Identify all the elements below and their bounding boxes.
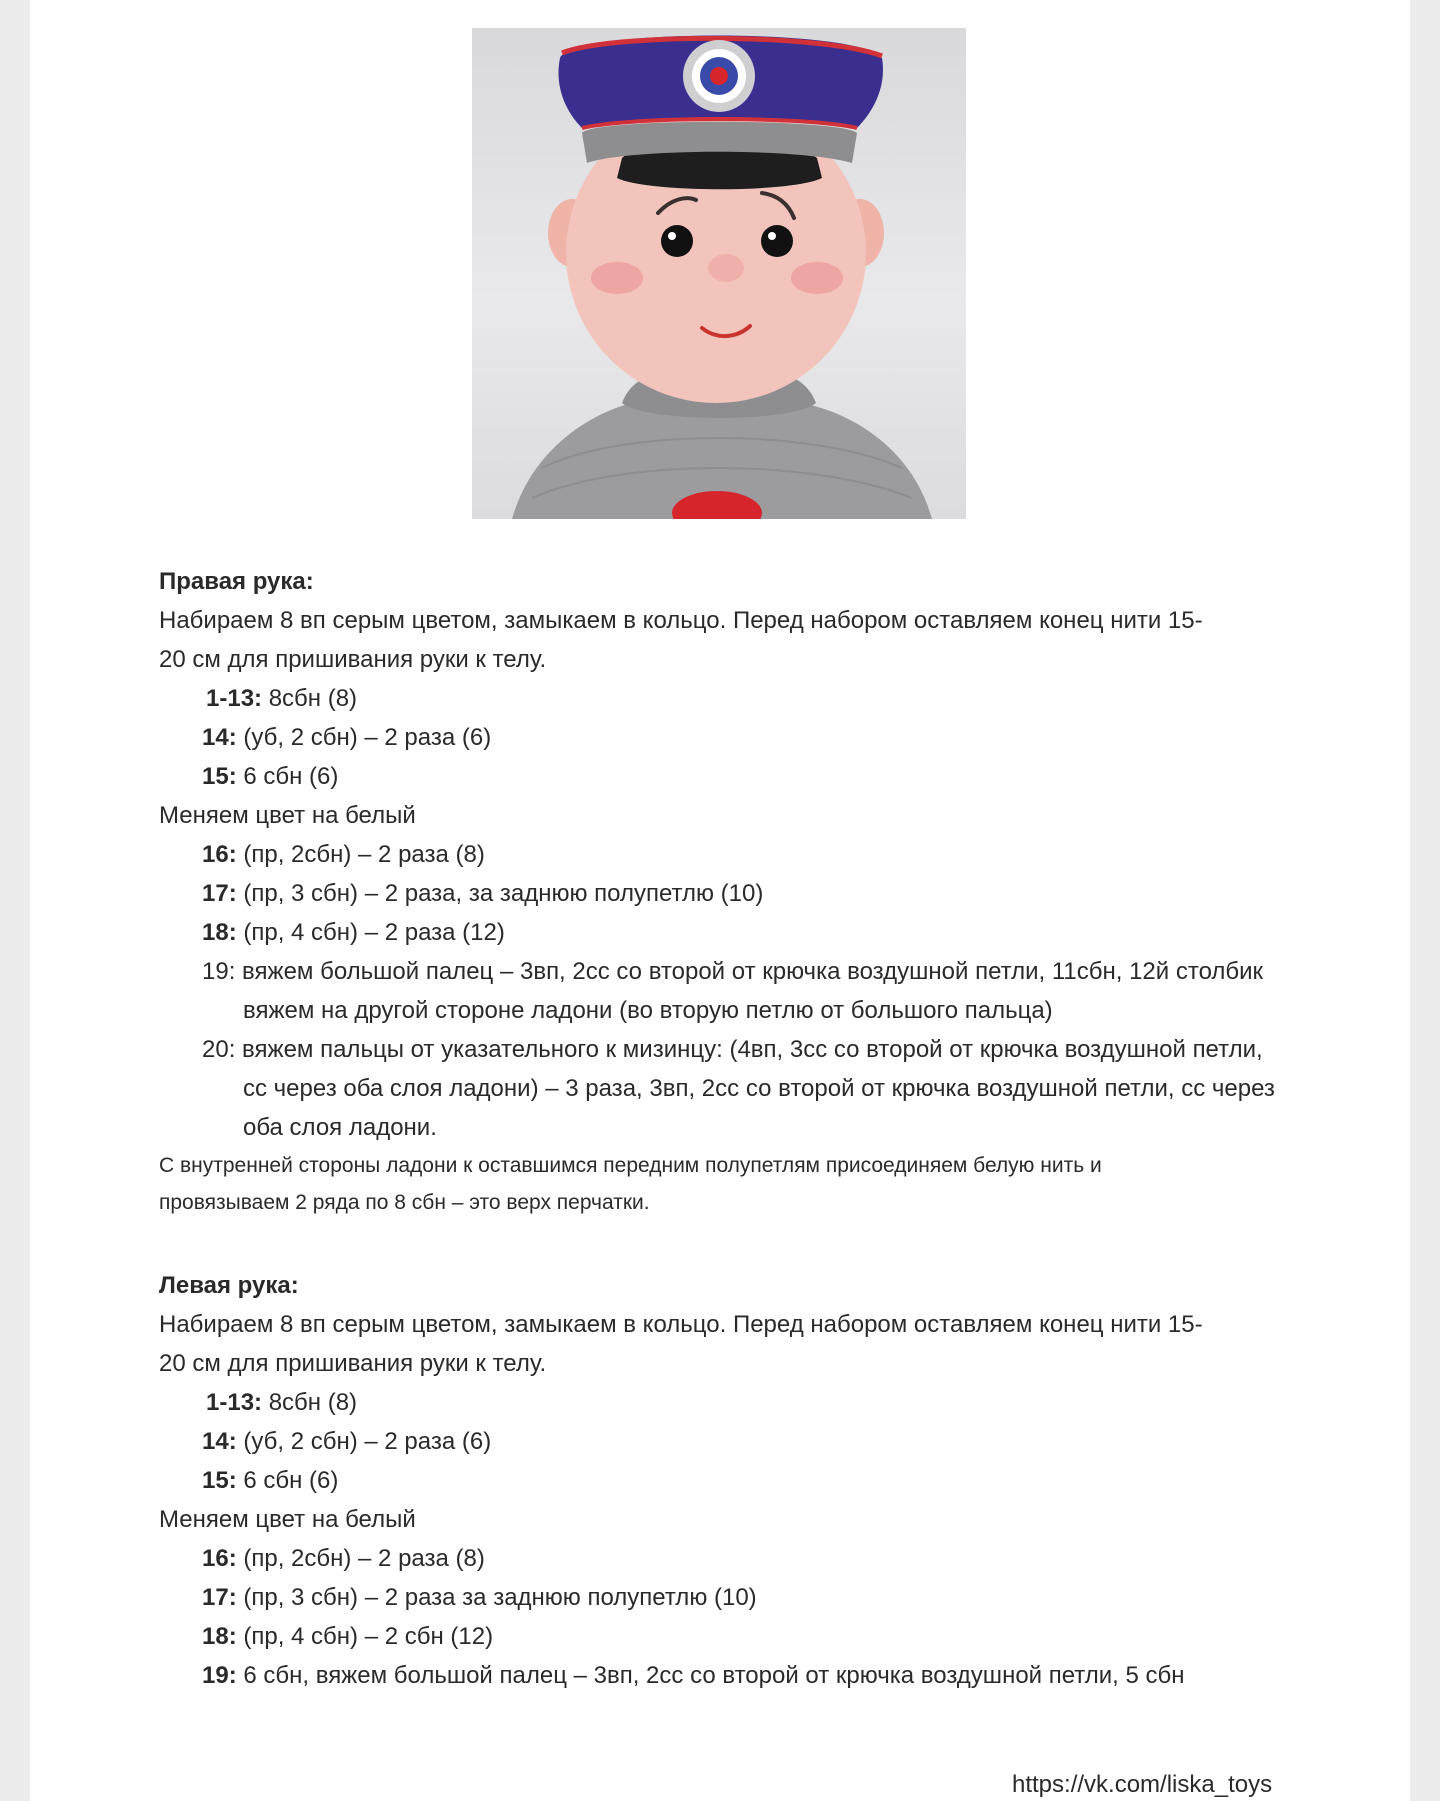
pattern-row: 14: (уб, 2 сбн) – 2 раза (6) xyxy=(202,1428,492,1455)
color-change-note: Меняем цвет на белый xyxy=(159,1506,416,1533)
pattern-row: 19: вяжем большой палец – 3вп, 2сс со второй от крючка воздушной петли, 11сбн, 12й столбик вяжем на другой стороне ладони (во вторую петлю от большого пальца) xyxy=(202,958,1264,1024)
pattern-row: 15: 6 сбн (6) xyxy=(202,763,339,790)
pattern-text xyxy=(159,562,1309,1695)
color-change-note: Меняем цвет на белый xyxy=(159,802,416,829)
glove-note-2: провязываем 2 ряда по 8 сбн – это верх перчатки. xyxy=(159,1191,650,1214)
left-arm-title: Левая рука: xyxy=(159,1272,299,1299)
pattern-row: 16: (пр, 2сбн) – 2 раза (8) xyxy=(202,841,485,868)
pattern-row: 20: вяжем пальцы от указательного к мизинцу: (4вп, 3сс со второй от крючка воздушной петли, сс через оба слоя ладони) – 3 раза, 3вп, 2сс со второй от крючка воздушной петли, сс через оба слоя ладони. xyxy=(202,1036,1275,1141)
pattern-row: 18: (пр, 4 сбн) – 2 сбн (12) xyxy=(202,1623,494,1650)
left-arm-intro-2: 20 см для пришивания руки к телу. xyxy=(159,1350,547,1377)
pattern-row: 15: 6 сбн (6) xyxy=(202,1467,339,1494)
glove-note: С внутренней стороны ладони к оставшимся передним полупетлям присоединяем белую нить и xyxy=(159,1154,1102,1177)
document-page xyxy=(30,0,1410,1801)
pattern-row: 1-13: 8сбн (8) xyxy=(206,685,358,712)
left-arm-intro: Набираем 8 вп серым цветом, замыкаем в кольцо. Перед набором оставляем конец нити 15- xyxy=(159,1311,1203,1338)
pattern-row: 17: (пр, 3 сбн) – 2 раза за заднюю полупетлю (10) xyxy=(202,1584,757,1611)
doll-photo xyxy=(472,28,966,519)
pattern-row: 14: (уб, 2 сбн) – 2 раза (6) xyxy=(202,724,492,751)
right-arm-intro-2: 20 см для пришивания руки к телу. xyxy=(159,646,547,673)
pattern-row: 18: (пр, 4 сбн) – 2 раза (12) xyxy=(202,919,505,946)
right-arm-intro: Набираем 8 вп серым цветом, замыкаем в кольцо. Перед набором оставляем конец нити 15- xyxy=(159,607,1203,634)
source-link[interactable]: https://vk.com/liska_toys xyxy=(1012,1771,1273,1798)
right-arm-title: Правая рука: xyxy=(159,568,314,595)
pattern-row: 16: (пр, 2сбн) – 2 раза (8) xyxy=(202,1545,485,1572)
doll-illustration xyxy=(472,28,966,519)
pattern-row: 1-13: 8сбн (8) xyxy=(206,1389,358,1416)
pattern-row: 19: 6 сбн, вяжем большой палец – 3вп, 2сс со второй от крючка воздушной петли, 5 сбн xyxy=(202,1662,1185,1689)
pattern-row: 17: (пр, 3 сбн) – 2 раза, за заднюю полупетлю (10) xyxy=(202,880,764,907)
